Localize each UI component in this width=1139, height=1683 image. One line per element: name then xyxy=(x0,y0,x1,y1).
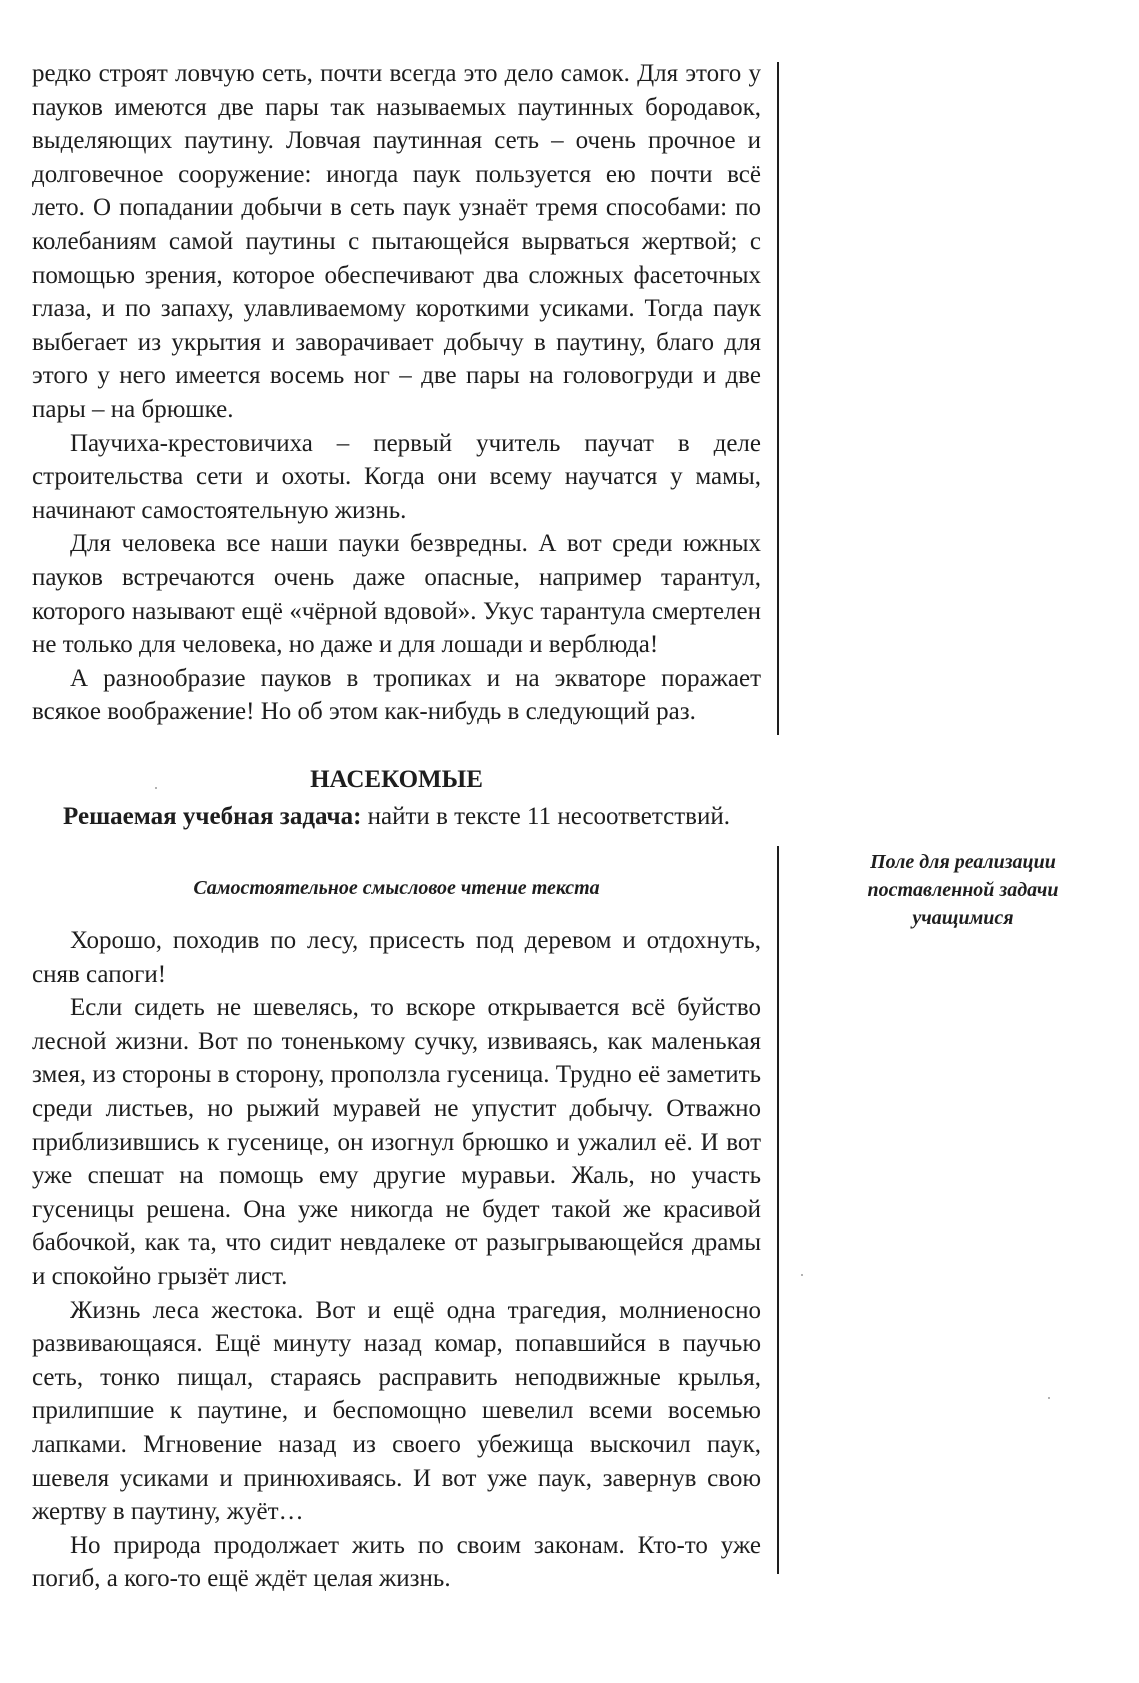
main-text-block xyxy=(32,924,761,1596)
main-paragraph-4: Но природа продолжает жить по своим законам. Кто-то уже погиб, а кого-то ещё ждёт целая жизнь. xyxy=(32,1531,761,1593)
task-label: Решаемая учебная задача: xyxy=(63,803,362,830)
scan-speck xyxy=(1048,1397,1050,1399)
scan-speck xyxy=(801,1274,803,1276)
main-column-rule xyxy=(777,846,779,1574)
top-paragraph-3: Для человека все наши пауки безвредны. А вот среди южных пауков встречаются очень даже опасные, например тарантул, которого называют ещё «чёрной вдовой». Укус тарантула смертелен не только для человека, но даже и для лошади и верблюда! xyxy=(32,530,761,659)
learning-task xyxy=(32,800,761,833)
scan-speck xyxy=(155,787,157,789)
section-title: НАСЕКОМЫЕ xyxy=(310,766,483,793)
top-column-rule xyxy=(777,62,779,735)
main-paragraph-1: Хорошо, походив по лесу, присесть под деревом и отдохнуть, сняв сапоги! xyxy=(32,927,761,988)
margin-note: Поле для реализации поставленной задачи учащимися xyxy=(867,851,1059,929)
main-paragraph-3: Жизнь леса жестока. Вот и ещё одна трагедия, молниеносно развивающаяся. Ещё минуту назад комар, попавшийся в паучью сеть, тонко пищал, стараясь расправить неподвижные крылья, прилипшие к паутине, и беспомощно шевелил всеми восемью лапками. Мгновение назад из своего убежища выскочил паук, шевеля усиками и принюхиваясь. И вот уже паук, завернув свою жертву в паутину, жуёт… xyxy=(32,1296,761,1526)
task-text: найти в тексте 11 несоответствий. xyxy=(361,803,730,830)
top-paragraph-1: редко строят ловчую сеть, почти всегда это дело самок. Для этого у пауков имеются две пары так называемых паутинных бородавок, выделяющих паутину. Ловчая паутинная сеть – очень прочное и долговечное сооружение: иногда паук пользуется ею почти всё лето. О попадании добычи в сеть паук узнаёт тремя способами: по колебаниям самой паутины с пытающейся вырваться жертвой; с помощью зрения, которое обеспечивают два сложных фасеточных глаза, и по запаху, улавливаемому короткими усиками. Тогда паук выбегает из укрытия и заворачивает добычу в паутину, благо для этого у него имеется восемь ног – две пары на головогруди и две пары – на брюшке. xyxy=(32,60,761,423)
top-text-block xyxy=(32,57,761,729)
top-paragraph-4: А разнообразие пауков в тропиках и на экваторе поражает всякое воображение! Но об этом как-нибудь в следующий раз. xyxy=(32,664,761,726)
reading-heading: Самостоятельное смысловое чтение текста xyxy=(193,877,600,899)
top-paragraph-2: Паучиха-крестовичиха – первый учитель паучат в деле строительства сети и охоты. Когда они всему научатся у мамы, начинают самостоятельную жизнь. xyxy=(32,429,761,524)
main-paragraph-2: Если сидеть не шевелясь, то вскоре открывается всё буйство лесной жизни. Вот по тоненькому сучку, извиваясь, как маленькая змея, из стороны в сторону, проползла гусеница. Трудно её заметить среди листьев, но рыжий муравей не упустит добычу. Отважно приблизившись к гусенице, он изогнул брюшко и ужалил её. И вот уже спешат на помощь ему другие муравьи. Жаль, но участь гусеницы решена. Она уже никогда не будет такой же красивой бабочкой, как та, что сидит невдалеке от разыгрывающейся драмы и спокойно грызёт лист. xyxy=(32,994,761,1290)
